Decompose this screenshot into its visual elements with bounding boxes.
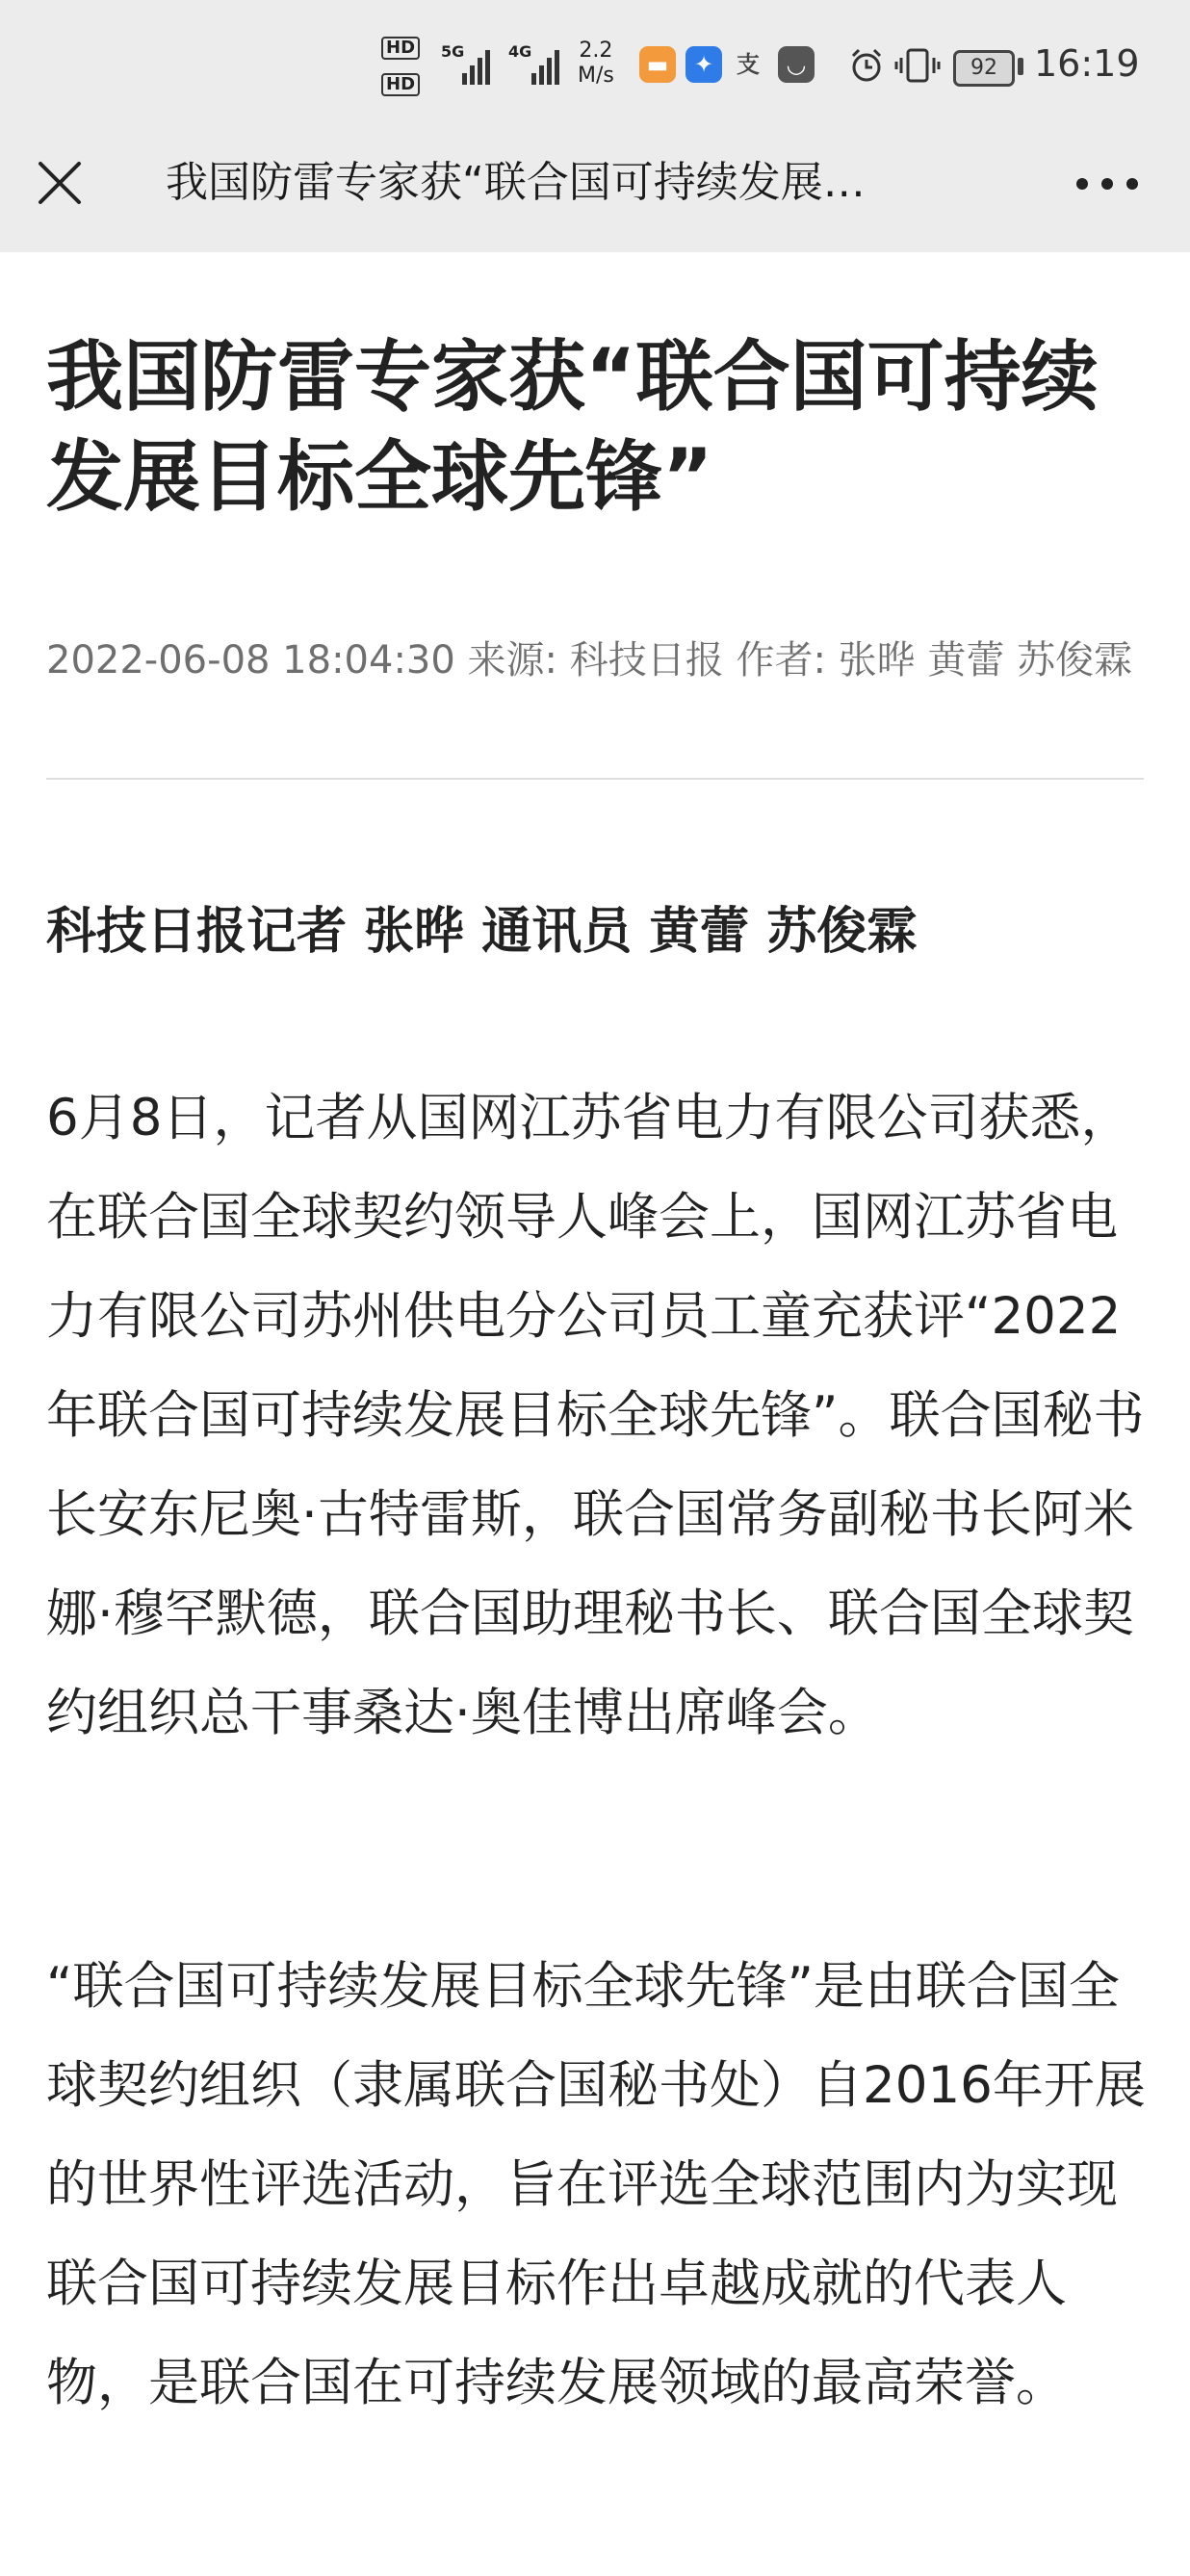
battery-icon: 92 [953, 50, 1015, 87]
article-title: 我国防雷专家获“联合国可持续发展目标全球先锋” [46, 332, 1099, 522]
article-meta: 2022-06-08 18:04:30 来源: 科技日报 作者: 张晔 黄蕾 苏俊霖 [46, 638, 1133, 683]
network-4g-label: 4G [508, 42, 532, 61]
article-byline: 科技日报记者 张晔 通讯员 黄蕾 苏俊霖 [46, 903, 918, 961]
network-5g-label: 5G [441, 42, 465, 61]
status-bar [0, 0, 1190, 131]
hd-icon: HD [381, 73, 420, 96]
article-paragraph: “联合国可持续发展目标全球先锋”是由联合国全球契约组织（隶属联合国秘书处）自2016年开展的世界性评选活动，旨在评选全球范围内为实现联合国可持续发展目标作出卓越成就的代表人物，是联合国在可持续发展领域的最高荣誉。 [46, 1957, 1146, 2412]
battery-tip [1018, 58, 1023, 75]
hd-icon: HD [381, 37, 420, 60]
more-dots-icon [1071, 160, 1144, 208]
close-button[interactable] [27, 150, 92, 216]
more-button[interactable] [1071, 160, 1144, 208]
article-paragraph: 6月8日，记者从国网江苏省电力有限公司获悉，在联合国全球契约领导人峰会上，国网江苏省电力有限公司苏州供电分公司员工童充获评“2022年联合国可持续发展目标全球先锋”。联合国秘书长安东尼奥·古特雷斯，联合国常务副秘书长阿米娜·穆罕默德，联合国助理秘书长、联合国全球契约组织总干事桑达·奥佳博出席峰会。 [46, 1089, 1145, 1742]
app-lightbulb-icon: ✦ [686, 46, 722, 83]
vibrate-icon [893, 46, 942, 85]
app-header [0, 0, 1190, 252]
alipay-icon: 支 [737, 51, 760, 78]
close-icon [27, 150, 92, 216]
divider [46, 778, 1144, 780]
clock: 16:19 [1034, 42, 1140, 85]
network-speed: 2.2 M/s [578, 39, 614, 88]
app-bag-icon: ◡ [778, 46, 815, 83]
app-notification-icon: ▬ [639, 46, 676, 83]
signal-5g-icon [462, 46, 490, 85]
alarm-icon [847, 46, 886, 85]
nav-title: 我国防雷专家获“联合国可持续发展… [166, 158, 866, 207]
signal-4g-icon [531, 46, 559, 85]
